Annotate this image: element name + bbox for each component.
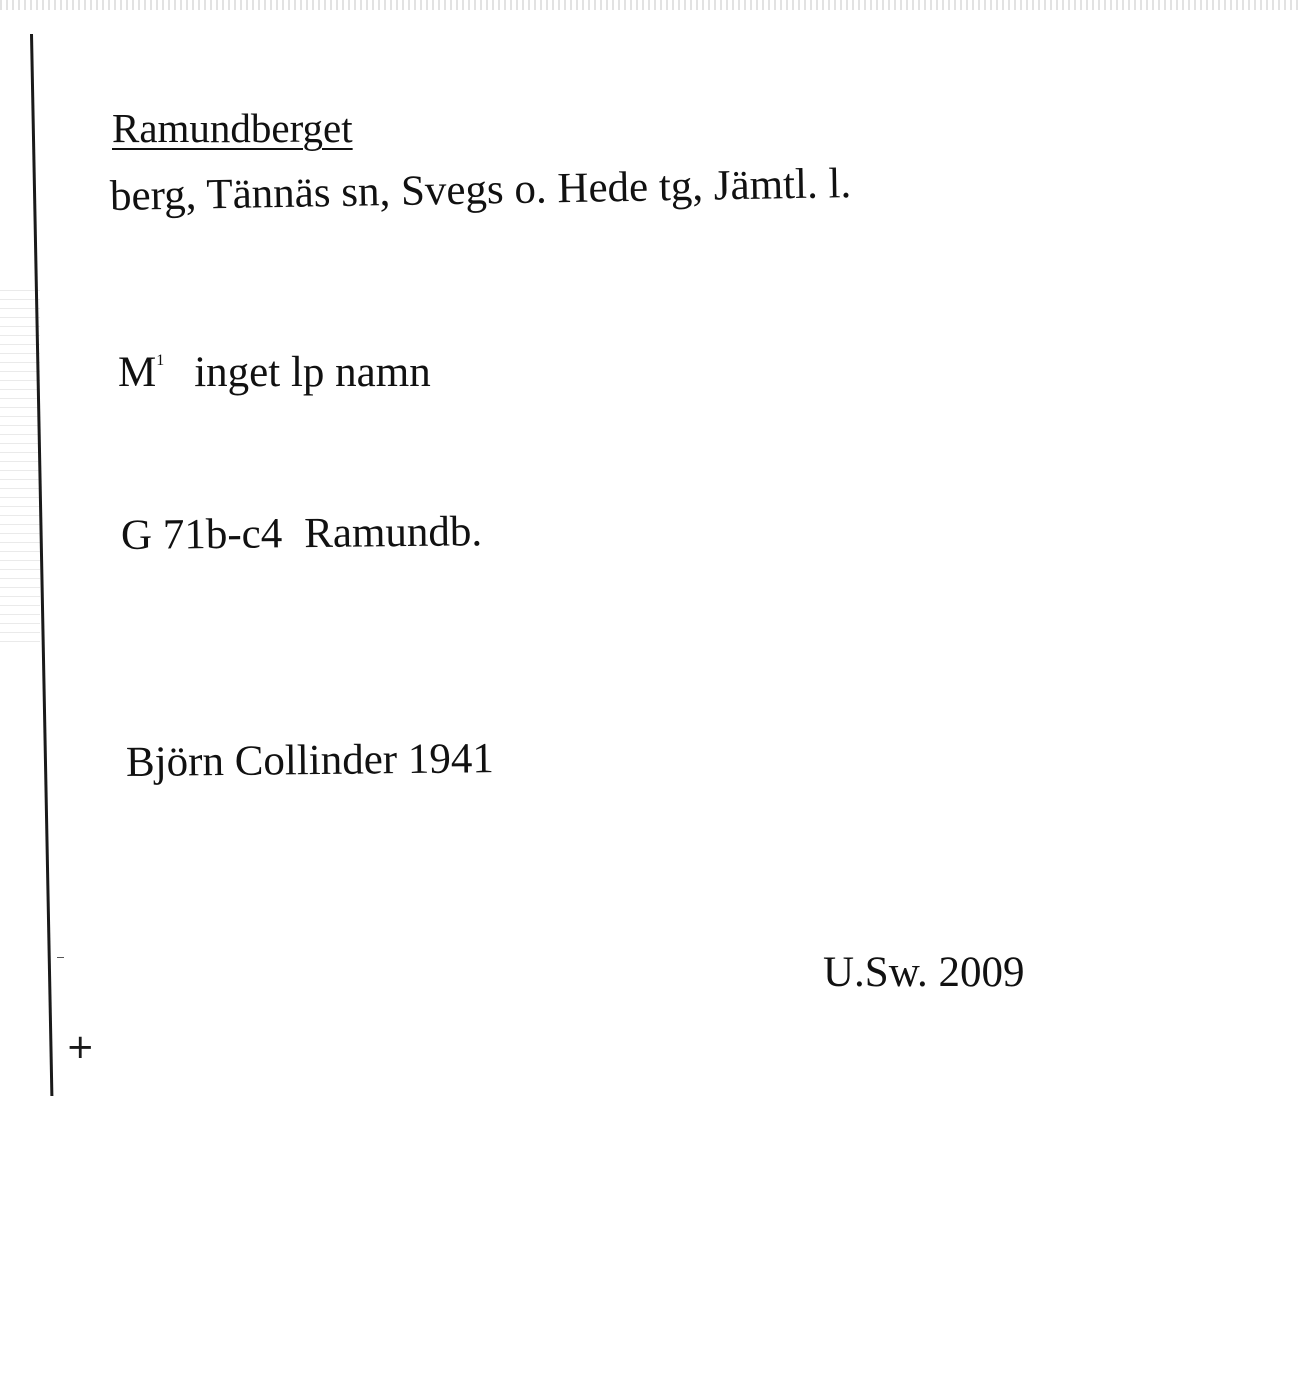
scan-noise-left bbox=[0, 290, 40, 650]
grid-reference-code: G 71b-c4 bbox=[120, 510, 283, 559]
place-name-title: Ramundberget bbox=[112, 105, 353, 151]
scan-noise-top bbox=[0, 0, 1302, 10]
map-reference-text: inget lp namn bbox=[194, 349, 431, 396]
map-reference-label: M bbox=[118, 349, 157, 396]
tick-mark bbox=[57, 957, 64, 958]
grid-reference bbox=[121, 510, 483, 557]
map-reference-superscript: 1 bbox=[156, 352, 165, 369]
corner-plus-mark: + bbox=[66, 1027, 95, 1067]
map-reference bbox=[118, 351, 431, 394]
grid-reference-text: Ramundb. bbox=[303, 508, 483, 558]
archive-mark: U.Sw. 2009 bbox=[823, 949, 1025, 996]
location-description: berg, Tännäs sn, Svegs o. Hede tg, Jämtl. l. bbox=[109, 160, 852, 220]
collector-credit: Björn Collinder 1941 bbox=[125, 735, 495, 786]
